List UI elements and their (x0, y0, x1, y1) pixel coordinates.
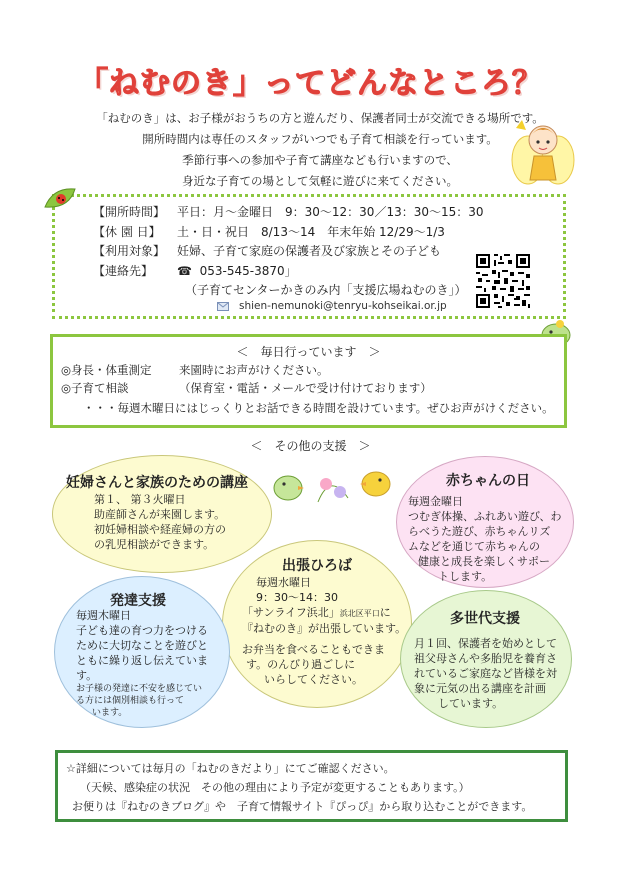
development-text (76, 608, 208, 719)
measure-label: ◎身長・体重測定 (61, 363, 152, 377)
outreach-line: 毎週水曜日 (256, 576, 311, 589)
outreach-line: いらしてください。 (264, 673, 363, 686)
qr-code-icon[interactable] (474, 252, 532, 310)
email-address[interactable]: shien-nemunoki@tenryu-kohseikai.or.jp (239, 300, 447, 312)
daily-line-thursday: ・・・毎週木曜日にはじっくりとお話できる時間を設けています。ぜひお声がけください。 (83, 401, 554, 415)
measure-value: 来園時にお声がけください。 (179, 363, 329, 377)
development-line: ために大切なことを遊びと (76, 639, 208, 652)
baby-day-title: 赤ちゃんの日 (446, 473, 530, 489)
development-title: 発達支援 (110, 593, 166, 609)
development-line: 子ども達の育つ力をつける (76, 624, 208, 637)
pregnant-line: 第１、 第３火曜日 (94, 493, 186, 506)
consult-label: ◎子育て相談 (61, 381, 129, 395)
multigen-line: しています。 (438, 697, 504, 710)
birds-flowers-icon (270, 462, 400, 510)
development-small-line: お子様の発達に不安を感じてい (76, 684, 203, 694)
pregnant-line: 初妊婦相談や経産婦の方の (94, 523, 226, 536)
outreach-venue-end: に (379, 606, 391, 619)
daily-box (50, 334, 567, 428)
baby-line: らべうた遊び、赤ちゃんリズ (408, 525, 551, 538)
phone-icon: ☎ (177, 264, 192, 278)
development-line: ともに繰り返し伝えていま (76, 654, 208, 667)
other-support-heading: ＜ その他の支援 ＞ (250, 439, 371, 453)
outreach-venue-line (242, 605, 406, 621)
development-line: 毎週木曜日 (76, 609, 131, 622)
outreach-text (242, 575, 406, 687)
intro-text (40, 108, 600, 192)
consult-value: （保育室・電話・メールで受け付けております） (179, 381, 432, 395)
pregnant-line: の乳児相談ができます。 (94, 538, 215, 551)
hours-label: 【開所時間】 (93, 205, 166, 219)
pregnant-line: 助産師さんが来園します。 (94, 508, 226, 521)
development-small-line: います。 (92, 708, 128, 718)
hours-value: 平日：月～金曜日 9：30～12：30／13：30～15：30 (177, 205, 484, 219)
baby-line: トします。 (438, 570, 493, 583)
baby-line: ムなどを通じて赤ちゃんの (408, 540, 540, 553)
daily-heading: ＜ 毎日行っています ＞ (236, 345, 381, 359)
users-row (93, 242, 441, 259)
location-row: （子育てセンターかきのみ内「支援広場ねむのき」） (185, 283, 467, 297)
footer-line-newsletter: お便りは『ねむのきブログ』や 子育て情報サイト『ぴっぴ』から取り込むことができます。 (72, 800, 533, 813)
footer-line-notice: （天候、感染症の状況 その他の理由により予定が変更することもあります。） (80, 781, 470, 794)
intro-line: 開所時間内は専任のスタッフがいつでも子育て相談を行っています。 (142, 132, 498, 146)
multigen-text (414, 636, 557, 711)
development-line: す。 (76, 669, 98, 682)
closed-value: 土・日・祝日 8/13～14 年末年始 12/29～1/3 (177, 225, 445, 239)
daily-line-consult (61, 380, 432, 396)
intro-line: 身近な子育ての場として気軽に遊びに来てください。 (182, 174, 458, 188)
hours-row (93, 203, 484, 220)
email-row (217, 300, 447, 312)
development-small-line: る方には個別相談も行って (76, 696, 185, 706)
multigen-line: 月１回、保護者を始めとして (414, 637, 557, 650)
intro-line: 「ねむのき」は、お子様がおうちの方と遊んだり、保護者同士が交流できる場所です。 (96, 111, 544, 125)
outreach-venue-area: 浜北区平口 (339, 609, 380, 618)
multigen-line: 祖父母さんや多胎児を養育さ (414, 652, 557, 665)
outreach-line: 『ねむのき』が出張しています。 (242, 622, 407, 635)
footer-line-details: ☆詳細については毎月の「ねむのきだより」にてご確認ください。 (66, 762, 395, 775)
baby-line: つむぎ体操、ふれあい遊び、わ (408, 510, 562, 523)
daily-line-measure (61, 362, 329, 378)
users-label: 【利用対象】 (93, 244, 166, 258)
multigen-line: 象に元気の出る講座を計画 (414, 682, 546, 695)
multigen-line: れているご家庭など皆様を対 (414, 667, 557, 680)
outreach-line: お弁当を食べることもできま (242, 643, 385, 656)
baby-line: 健康と成長を楽しくサポー (418, 555, 550, 568)
outreach-venue: 「サンライフ浜北」 (242, 606, 340, 619)
outreach-line: す。のんびり過ごしに (246, 658, 356, 671)
footer-box (55, 750, 568, 822)
outreach-title: 出張ひろば (282, 558, 352, 574)
closed-label: 【休 園 日】 (93, 225, 161, 239)
baby-line: 毎週金曜日 (408, 495, 463, 508)
pregnant-course-text (94, 492, 226, 552)
closed-row (93, 223, 445, 240)
contact-label: 【連絡先】 (93, 264, 154, 278)
pregnant-course-title: 妊婦さんと家族のための講座 (66, 475, 248, 491)
phone-number: 053-545-3870」 (199, 264, 297, 278)
page-title: 「ねむのき」ってどんなところ？ (78, 66, 543, 101)
multigen-title: 多世代支援 (450, 611, 520, 627)
contact-row (93, 262, 297, 279)
outreach-line: 9：30～14：30 (256, 591, 338, 604)
mail-icon (217, 302, 229, 311)
users-value: 妊婦、子育て家庭の保護者及び家族とその子ども (177, 244, 442, 258)
baby-day-text (408, 494, 562, 584)
intro-line: 季節行事への参加や子育て講座なども行いますので、 (182, 153, 458, 167)
leaf-ladybug-icon (43, 185, 77, 215)
